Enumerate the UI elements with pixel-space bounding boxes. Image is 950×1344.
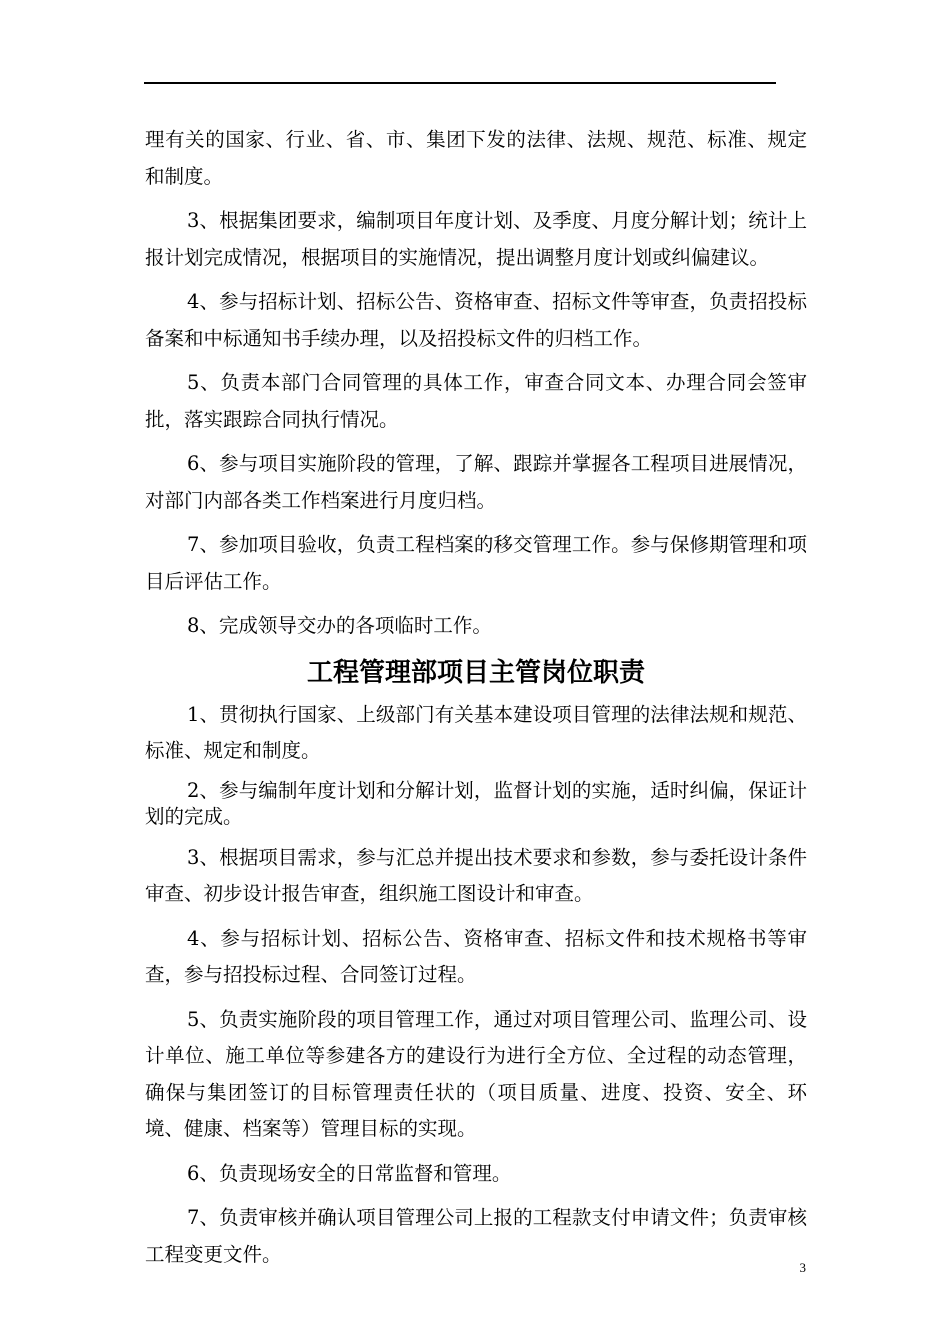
duty-item-4: 4、参与招标计划、招标公告、资格审查、招标文件和技术规格书等审查，参与招投标过程、合同签订过程。 bbox=[145, 926, 807, 986]
duty-item-2: 2、参与编制年度计划和分解计划，监督计划的实施，适时纠偏，保证计划的完成。 bbox=[145, 778, 807, 828]
page-number: 3 bbox=[799, 1260, 806, 1275]
duty-item-5: 5、负责实施阶段的项目管理工作，通过对项目管理公司、监理公司、设计单位、施工单位等参建各方的建设行为进行全方位、全过程的动态管理，确保与集团签订的目标管理责任状的（项目质量、进度、投资、安全、环境、健康、档案等）管理目标的实现。 bbox=[145, 1007, 807, 1140]
paragraph-item-8: 8、完成领导交办的各项临时工作。 bbox=[187, 614, 492, 637]
paragraph-item-6: 6、参与项目实施阶段的管理，了解、跟踪并掌握各工程项目进展情况，对部门内部各类工作档案进行月度归档。 bbox=[145, 452, 807, 512]
paragraph-item-3: 3、根据集团要求，编制项目年度计划、及季度、月度分解计划；统计上报计划完成情况，根据项目的实施情况，提出调整月度计划或纠偏建议。 bbox=[145, 209, 807, 269]
paragraph-item-5: 5、负责本部门合同管理的具体工作，审查合同文本、办理合同会签审批，落实跟踪合同执行情况。 bbox=[145, 371, 807, 431]
duty-item-6: 6、负责现场安全的日常监督和管理。 bbox=[187, 1161, 512, 1185]
section-title: 工程管理部项目主管岗位职责 bbox=[306, 657, 645, 688]
document-body bbox=[145, 122, 807, 1281]
duty-item-7: 7、负责审核并确认项目管理公司上报的工程款支付申请文件；负责审核工程变更文件。 bbox=[145, 1206, 807, 1266]
paragraph-continued: 理有关的国家、行业、省、市、集团下发的法律、法规、规范、标准、规定和制度。 bbox=[145, 128, 807, 188]
paragraph-item-4: 4、参与招标计划、招标公告、资格审查、招标文件等审查，负责招投标备案和中标通知书手续办理，以及招投标文件的归档工作。 bbox=[145, 290, 807, 350]
duty-item-3: 3、根据项目需求，参与汇总并提出技术要求和参数，参与委托设计条件审查、初步设计报告审查，组织施工图设计和审查。 bbox=[145, 845, 807, 905]
duty-item-1: 1、贯彻执行国家、上级部门有关基本建设项目管理的法律法规和规范、标准、规定和制度。 bbox=[145, 702, 807, 762]
header-rule bbox=[144, 82, 776, 84]
paragraph-item-7: 7、参加项目验收，负责工程档案的移交管理工作。参与保修期管理和项目后评估工作。 bbox=[145, 533, 807, 593]
